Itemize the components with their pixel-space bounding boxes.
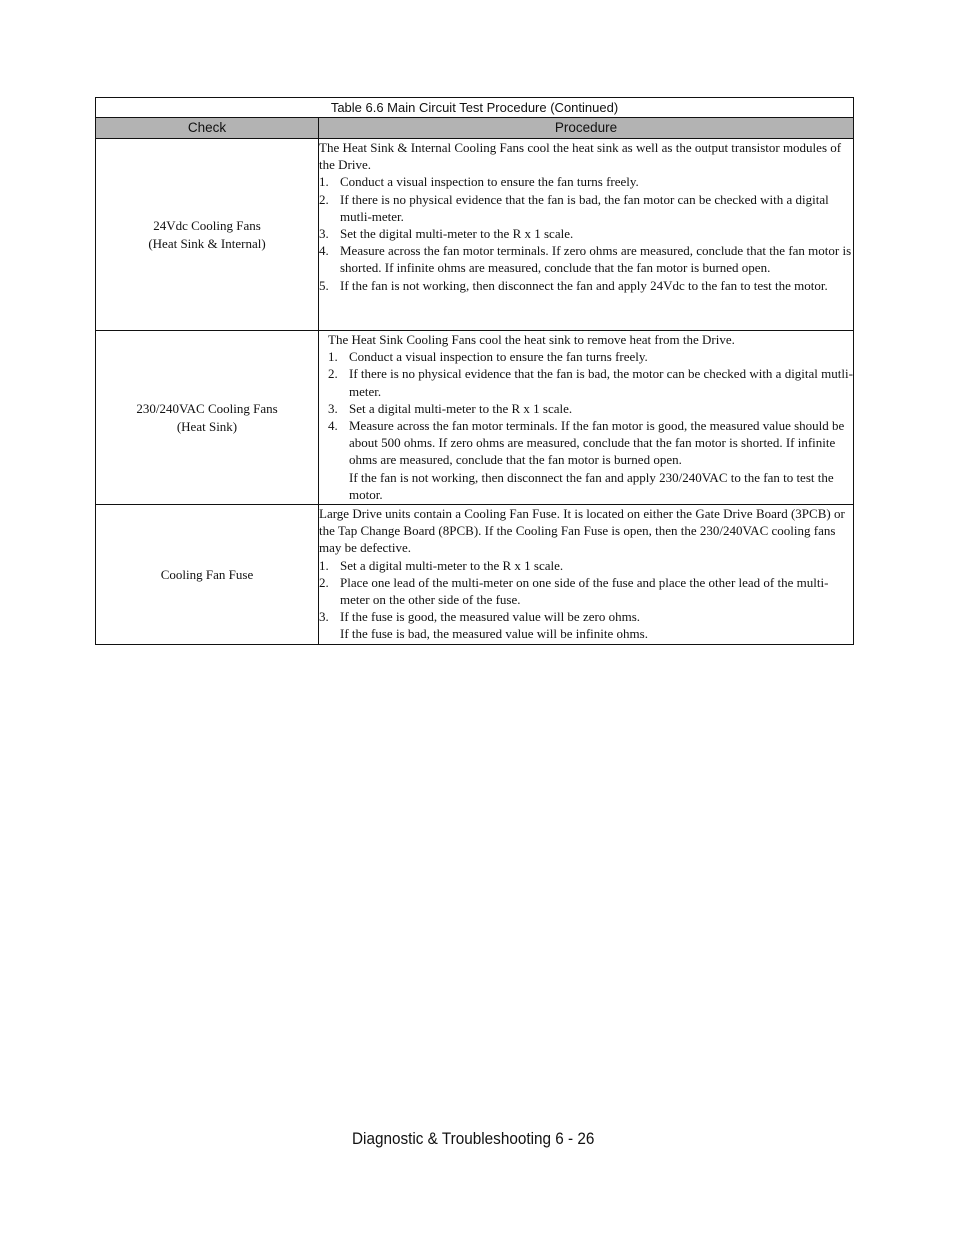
- check-label-line: Cooling Fan Fuse: [160, 566, 254, 582]
- table-row: [96, 505, 854, 645]
- procedure-steps: [319, 557, 853, 626]
- step-text: Measure across the fan motor terminals. If zero ohms are measured, conclude that the fan motor is shorted. If infinite ohms are measured, conclude that the fan motor is burned open.: [340, 243, 852, 276]
- step-text: Set a digital multi-meter to the R x 1 scale.: [340, 557, 564, 573]
- column-header-procedure: Procedure: [319, 118, 854, 139]
- step-number: 3.: [319, 226, 329, 242]
- procedure-step: [319, 173, 853, 190]
- step-text: Conduct a visual inspection to ensure the fan turns freely.: [340, 174, 639, 190]
- procedure-step: [328, 400, 853, 417]
- step-text: If the fan is not working, then disconnect the fan and apply 24Vdc to the fan to test the motor.: [340, 277, 828, 293]
- step-text: Conduct a visual inspection to ensure the fan turns freely.: [349, 349, 648, 365]
- page-footer: Diagnostic & Troubleshooting 6 - 26: [352, 1129, 595, 1148]
- procedure-continuation: If the fan is not working, then disconnect the fan and apply 230/240VAC to the fan to test the motor.: [349, 469, 834, 502]
- table-row: [96, 139, 854, 331]
- step-number: 2.: [328, 366, 338, 382]
- table-row: [96, 331, 854, 505]
- procedure-continuation: If the fuse is bad, the measured value will be infinite ohms.: [340, 626, 648, 642]
- procedure-step: [319, 191, 853, 225]
- check-label-line: 24Vdc Cooling Fans: [153, 217, 261, 233]
- step-text: If there is no physical evidence that the fan is bad, the fan motor can be checked with a digital mutli-meter.: [340, 191, 829, 224]
- procedure-step: [319, 277, 853, 294]
- procedure-step: [319, 225, 853, 242]
- procedure-steps: [328, 348, 853, 468]
- step-number: 2.: [319, 191, 329, 207]
- check-label-line: (Heat Sink & Internal): [148, 235, 266, 251]
- step-text: Set the digital multi-meter to the R x 1 scale.: [340, 226, 574, 242]
- step-number: 2.: [319, 574, 329, 590]
- check-cell: [96, 331, 319, 505]
- column-header-check: Check: [96, 118, 319, 139]
- check-cell: [96, 505, 319, 645]
- procedure-step: [328, 417, 853, 469]
- procedure-cell: [319, 139, 854, 331]
- check-label-line: (Heat Sink): [176, 418, 238, 434]
- step-number: 5.: [319, 277, 329, 293]
- procedure-steps: [319, 173, 853, 293]
- step-text: Measure across the fan motor terminals. If the fan motor is good, the measured value should be about 500 ohms. If zero ohms are measured, conclude that the fan motor is shorted. If infinite ohms are measured, conclude that the fan motor is burned open.: [349, 418, 845, 468]
- table-caption: Table 6.6 Main Circuit Test Procedure (Continued): [96, 98, 854, 118]
- step-text: If there is no physical evidence that the fan is bad, the motor can be checked with a digital mutli-meter.: [349, 366, 853, 399]
- step-text: Set a digital multi-meter to the R x 1 scale.: [349, 400, 573, 416]
- procedure-intro: The Heat Sink Cooling Fans cool the heat sink to remove heat from the Drive.: [328, 332, 735, 347]
- step-number: 1.: [319, 174, 329, 190]
- main-circuit-test-table: [95, 97, 854, 645]
- procedure-step: [328, 365, 853, 399]
- step-number: 4.: [319, 243, 329, 259]
- step-number: 3.: [319, 609, 329, 625]
- step-number: 3.: [328, 400, 338, 416]
- procedure-step: [319, 608, 853, 625]
- step-text: Place one lead of the multi-meter on one side of the fuse and place the other lead of the multi-meter on the other side of the fuse.: [340, 574, 829, 608]
- procedure-cell: [319, 505, 854, 645]
- step-number: 1.: [319, 557, 329, 573]
- step-number: 1.: [328, 349, 338, 365]
- procedure-step: [319, 557, 853, 574]
- procedure-step: [319, 242, 853, 276]
- procedure-cell: [319, 331, 854, 505]
- check-label-line: 230/240VAC Cooling Fans: [136, 400, 278, 416]
- procedure-step: [319, 574, 853, 608]
- step-number: 4.: [328, 418, 338, 434]
- procedure-step: [328, 348, 853, 365]
- step-text: If the fuse is good, the measured value will be zero ohms.: [340, 609, 640, 625]
- procedure-intro: The Heat Sink & Internal Cooling Fans cool the heat sink as well as the output transistor modules of the Drive.: [319, 140, 842, 173]
- check-cell: [96, 139, 319, 331]
- procedure-intro: Large Drive units contain a Cooling Fan Fuse. It is located on either the Gate Drive Board (3PCB) or the Tap Change Board (8PCB). If the Cooling Fan Fuse is open, then the 230/240VAC cooling fans may be defective.: [319, 506, 845, 556]
